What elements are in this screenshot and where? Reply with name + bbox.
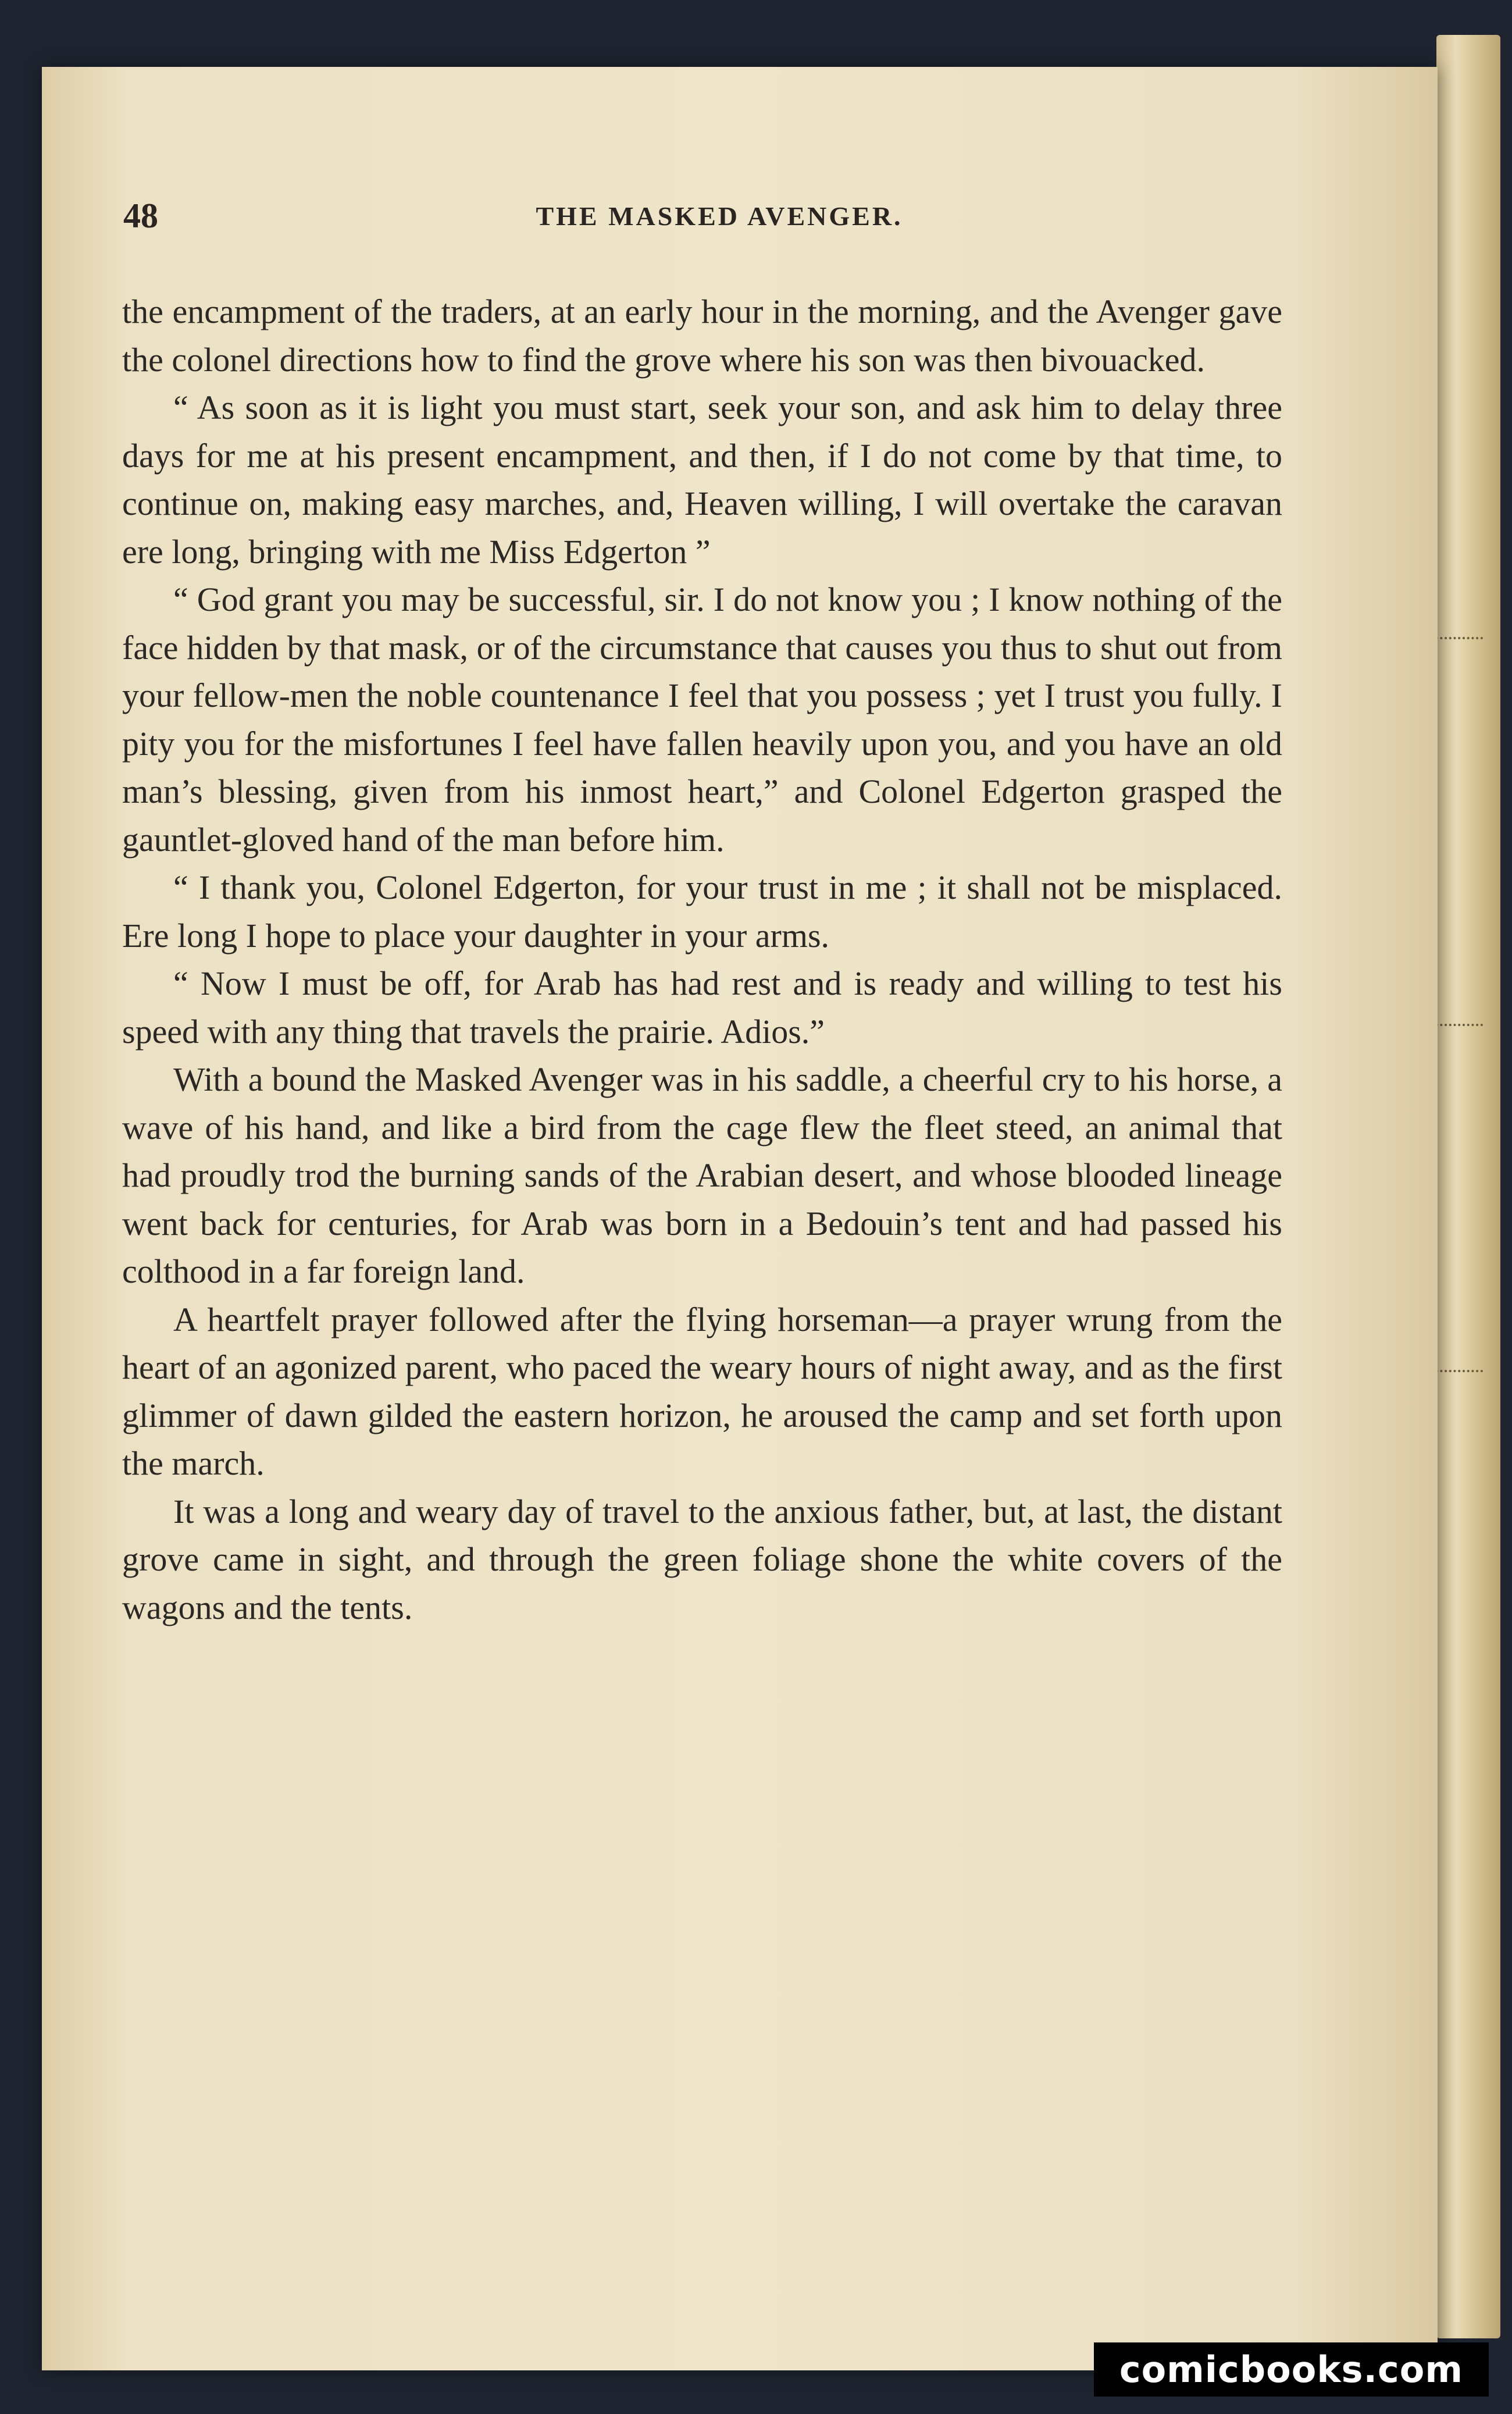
paragraph: “ God grant you may be successful, sir. I do not know you ; I know nothing of the face hidden by that mask, or of the circumstance that causes you thus to shut out from your fellow-men the noble countenance I feel that you possess ; yet I trust you fully. I pity you for the misfortunes I feel have fallen heavily upon you, and you have an old man’s blessing, given from his inmost heart,” and Colonel Edgerton grasped the gauntlet-gloved hand of the man before him. [122,581,1282,859]
page-number: 48 [123,197,158,235]
paragraph: “ Now I must be off, for Arab has had rest and is ready and willing to test his speed with any thing that travels the prairie. Adios.” [122,964,1282,1051]
paragraph: “ As soon as it is light you must start, seek your son, and ask him to delay three days for me at his present encampment, and then, if I do not come by that time, to continue on, making easy marches, and, Heaven willing, I will overtake the caravan ere long, bringing with me Miss Edgerton ” [122,389,1282,571]
paragraph: It was a long and weary day of travel to the anxious father, but, at last, the distant grove came in sight, and through the green foliage shone the white covers of the wagons and the tents. [122,1492,1282,1626]
paragraph: “ I thank you, Colonel Edgerton, for your trust in me ; it shall not be misplaced. Ere long I hope to place your daughter in your arms. [122,868,1282,955]
body-text [122,288,1282,1632]
paragraph: the encampment of the traders, at an early hour in the morning, and the Avenger gave the colonel directions how to find the grove where his son was then bivouacked. [122,293,1282,379]
paragraph: With a bound the Masked Avenger was in his saddle, a cheerful cry to his horse, a wave of his hand, and like a bird from the cage flew the fleet steed, an animal that had proudly trod the burning sands of the Arabian desert, and whose blooded lineage went back for centuries, for Arab was born in a Bedouin’s tent and had passed his colthood in a far foreign land. [122,1060,1282,1290]
book-edge [1436,35,1500,2338]
watermark-badge: comicbooks.com [1094,2342,1489,2397]
page-header [123,196,1315,243]
running-title: THE MASKED AVENGER. [536,201,903,231]
paragraph: A heartfelt prayer followed after the flying horseman—a prayer wrung from the heart of an agonized parent, who paced the weary hours of night away, and as the first glimmer of dawn gilded the eastern horizon, he aroused the camp and set forth upon the march. [122,1300,1282,1482]
book-page [42,67,1438,2370]
